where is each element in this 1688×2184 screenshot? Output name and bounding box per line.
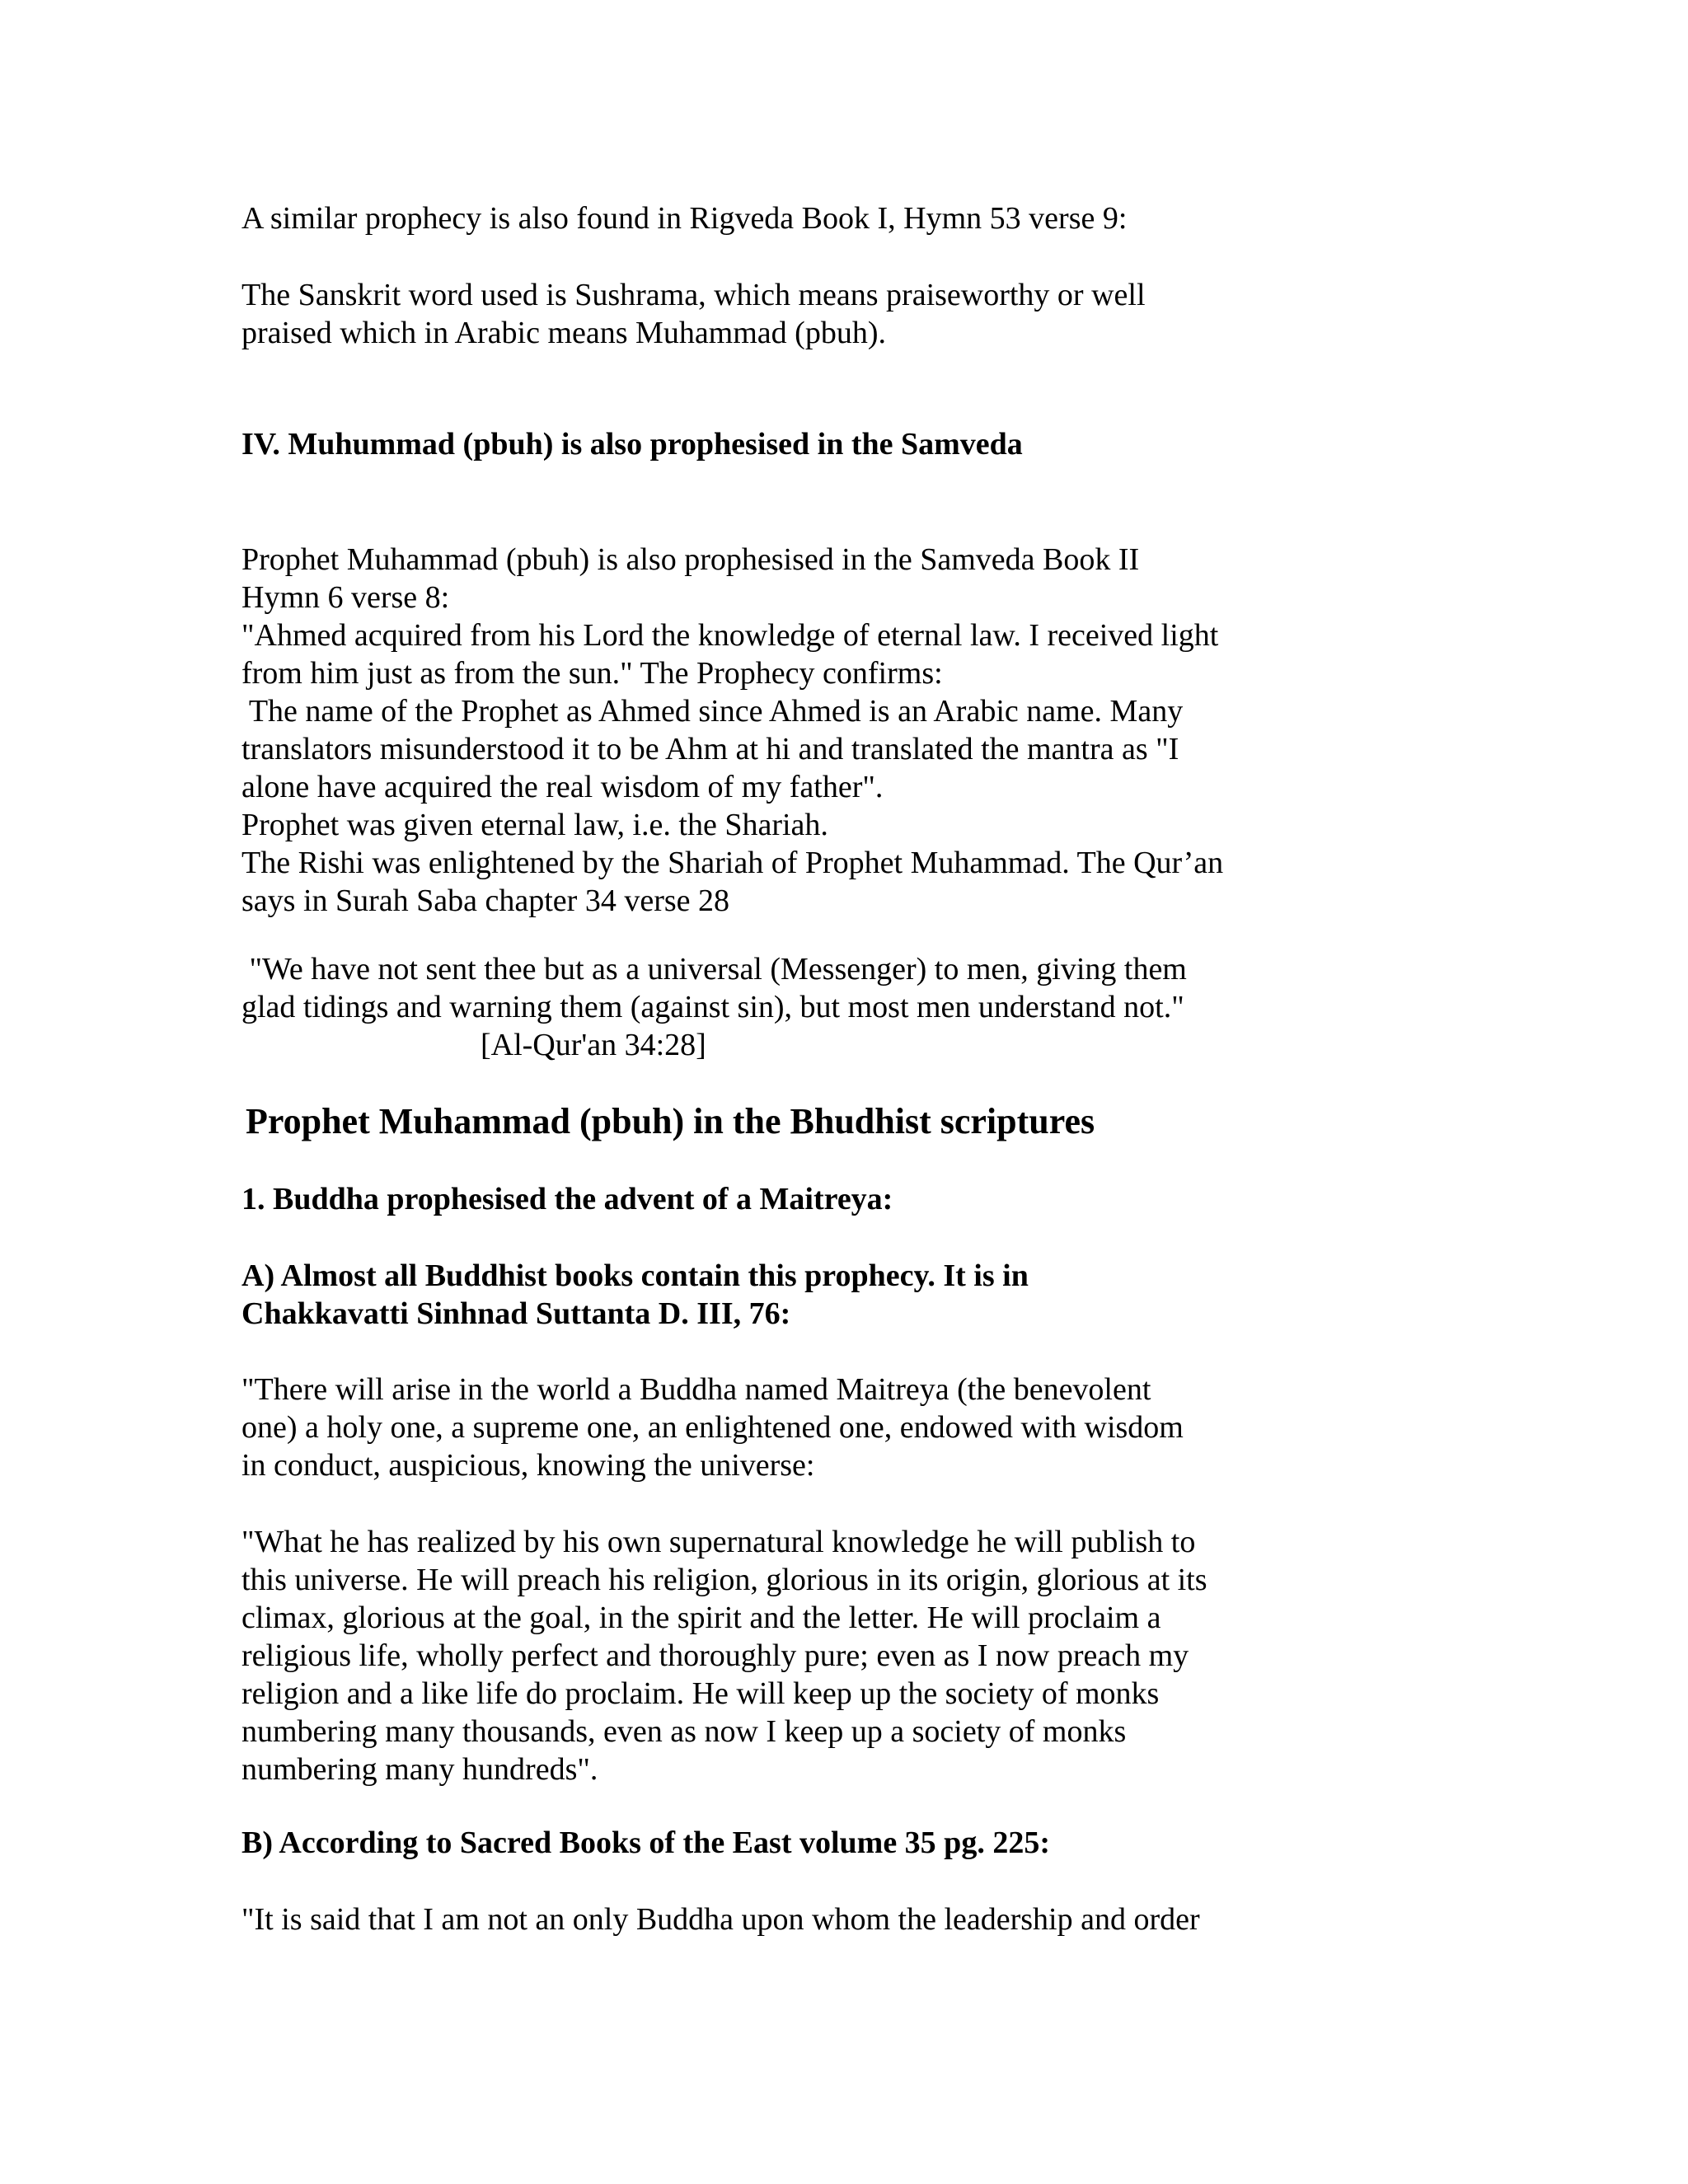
preach-quote-line: religious life, wholly perfect and thoroughly pure; even as I now preach my bbox=[241, 1638, 1189, 1673]
sushrama-text-line-1: The Sanskrit word used is Sushrama, which means praiseworthy or well bbox=[241, 278, 1146, 312]
rigveda-intro-text: A similar prophecy is also found in Rigveda Book I, Hymn 53 verse 9: bbox=[241, 201, 1128, 236]
preach-quote-line: "What he has realized by his own supernatural knowledge he will publish to bbox=[241, 1525, 1196, 1559]
samveda-line: Prophet Muhammad (pbuh) is also prophesised in the Samveda Book II bbox=[241, 542, 1140, 577]
buddhist-section-heading: Prophet Muhammad (pbuh) in the Bhudhist scriptures bbox=[246, 1101, 1095, 1141]
sushrama-text-line-2: praised which in Arabic means Muhammad (pbuh). bbox=[241, 316, 886, 350]
preach-quote-line: this universe. He will preach his religion, glorious in its origin, glorious at its bbox=[241, 1563, 1207, 1597]
subheading-b: B) According to Sacred Books of the East volume 35 pg. 225: bbox=[241, 1825, 1050, 1860]
preach-quote-line: numbering many thousands, even as now I keep up a society of monks bbox=[241, 1714, 1127, 1749]
subheading-a-line-2: Chakkavatti Sinhnad Suttanta D. III, 76: bbox=[241, 1296, 791, 1331]
maitreya-subheading: 1. Buddha prophesised the advent of a Maitreya: bbox=[241, 1182, 893, 1216]
maitreya-quote-line: in conduct, auspicious, knowing the universe: bbox=[241, 1448, 815, 1483]
samveda-section-heading: IV. Muhummad (pbuh) is also prophesised in the Samveda bbox=[241, 427, 1023, 462]
samveda-line: from him just as from the sun." The Prophecy confirms: bbox=[241, 656, 943, 691]
samveda-line: alone have acquired the real wisdom of my father". bbox=[241, 770, 884, 804]
samveda-line: The Rishi was enlightened by the Shariah of Prophet Muhammad. The Qur’an bbox=[241, 846, 1224, 880]
samveda-line: "Ahmed acquired from his Lord the knowledge of eternal law. I received light bbox=[241, 618, 1219, 653]
quran-quote-line-1: "We have not sent thee but as a universal (Messenger) to men, giving them bbox=[241, 952, 1187, 987]
maitreya-quote-line: one) a holy one, a supreme one, an enlightened one, endowed with wisdom bbox=[241, 1410, 1184, 1445]
quran-reference: [Al-Qur'an 34:28] bbox=[481, 1028, 706, 1062]
subheading-a-line-1: A) Almost all Buddhist books contain this prophecy. It is in bbox=[241, 1258, 1029, 1293]
preach-quote-line: numbering many hundreds". bbox=[241, 1752, 598, 1787]
samveda-line: Hymn 6 verse 8: bbox=[241, 580, 450, 615]
quran-quote-line-2: glad tidings and warning them (against sin), but most men understand not." bbox=[241, 990, 1184, 1024]
final-quote-line: "It is said that I am not an only Buddha upon whom the leadership and order bbox=[241, 1902, 1200, 1937]
samveda-line: Prophet was given eternal law, i.e. the Shariah. bbox=[241, 808, 828, 842]
preach-quote-line: climax, glorious at the goal, in the spirit and the letter. He will proclaim a bbox=[241, 1601, 1161, 1635]
maitreya-quote-line: "There will arise in the world a Buddha named Maitreya (the benevolent bbox=[241, 1372, 1151, 1407]
samveda-line: translators misunderstood it to be Ahm at hi and translated the mantra as "I bbox=[241, 732, 1179, 766]
samveda-line: The name of the Prophet as Ahmed since Ahmed is an Arabic name. Many bbox=[241, 694, 1184, 729]
preach-quote-line: religion and a like life do proclaim. He will keep up the society of monks bbox=[241, 1676, 1160, 1711]
samveda-line: says in Surah Saba chapter 34 verse 28 bbox=[241, 883, 730, 918]
